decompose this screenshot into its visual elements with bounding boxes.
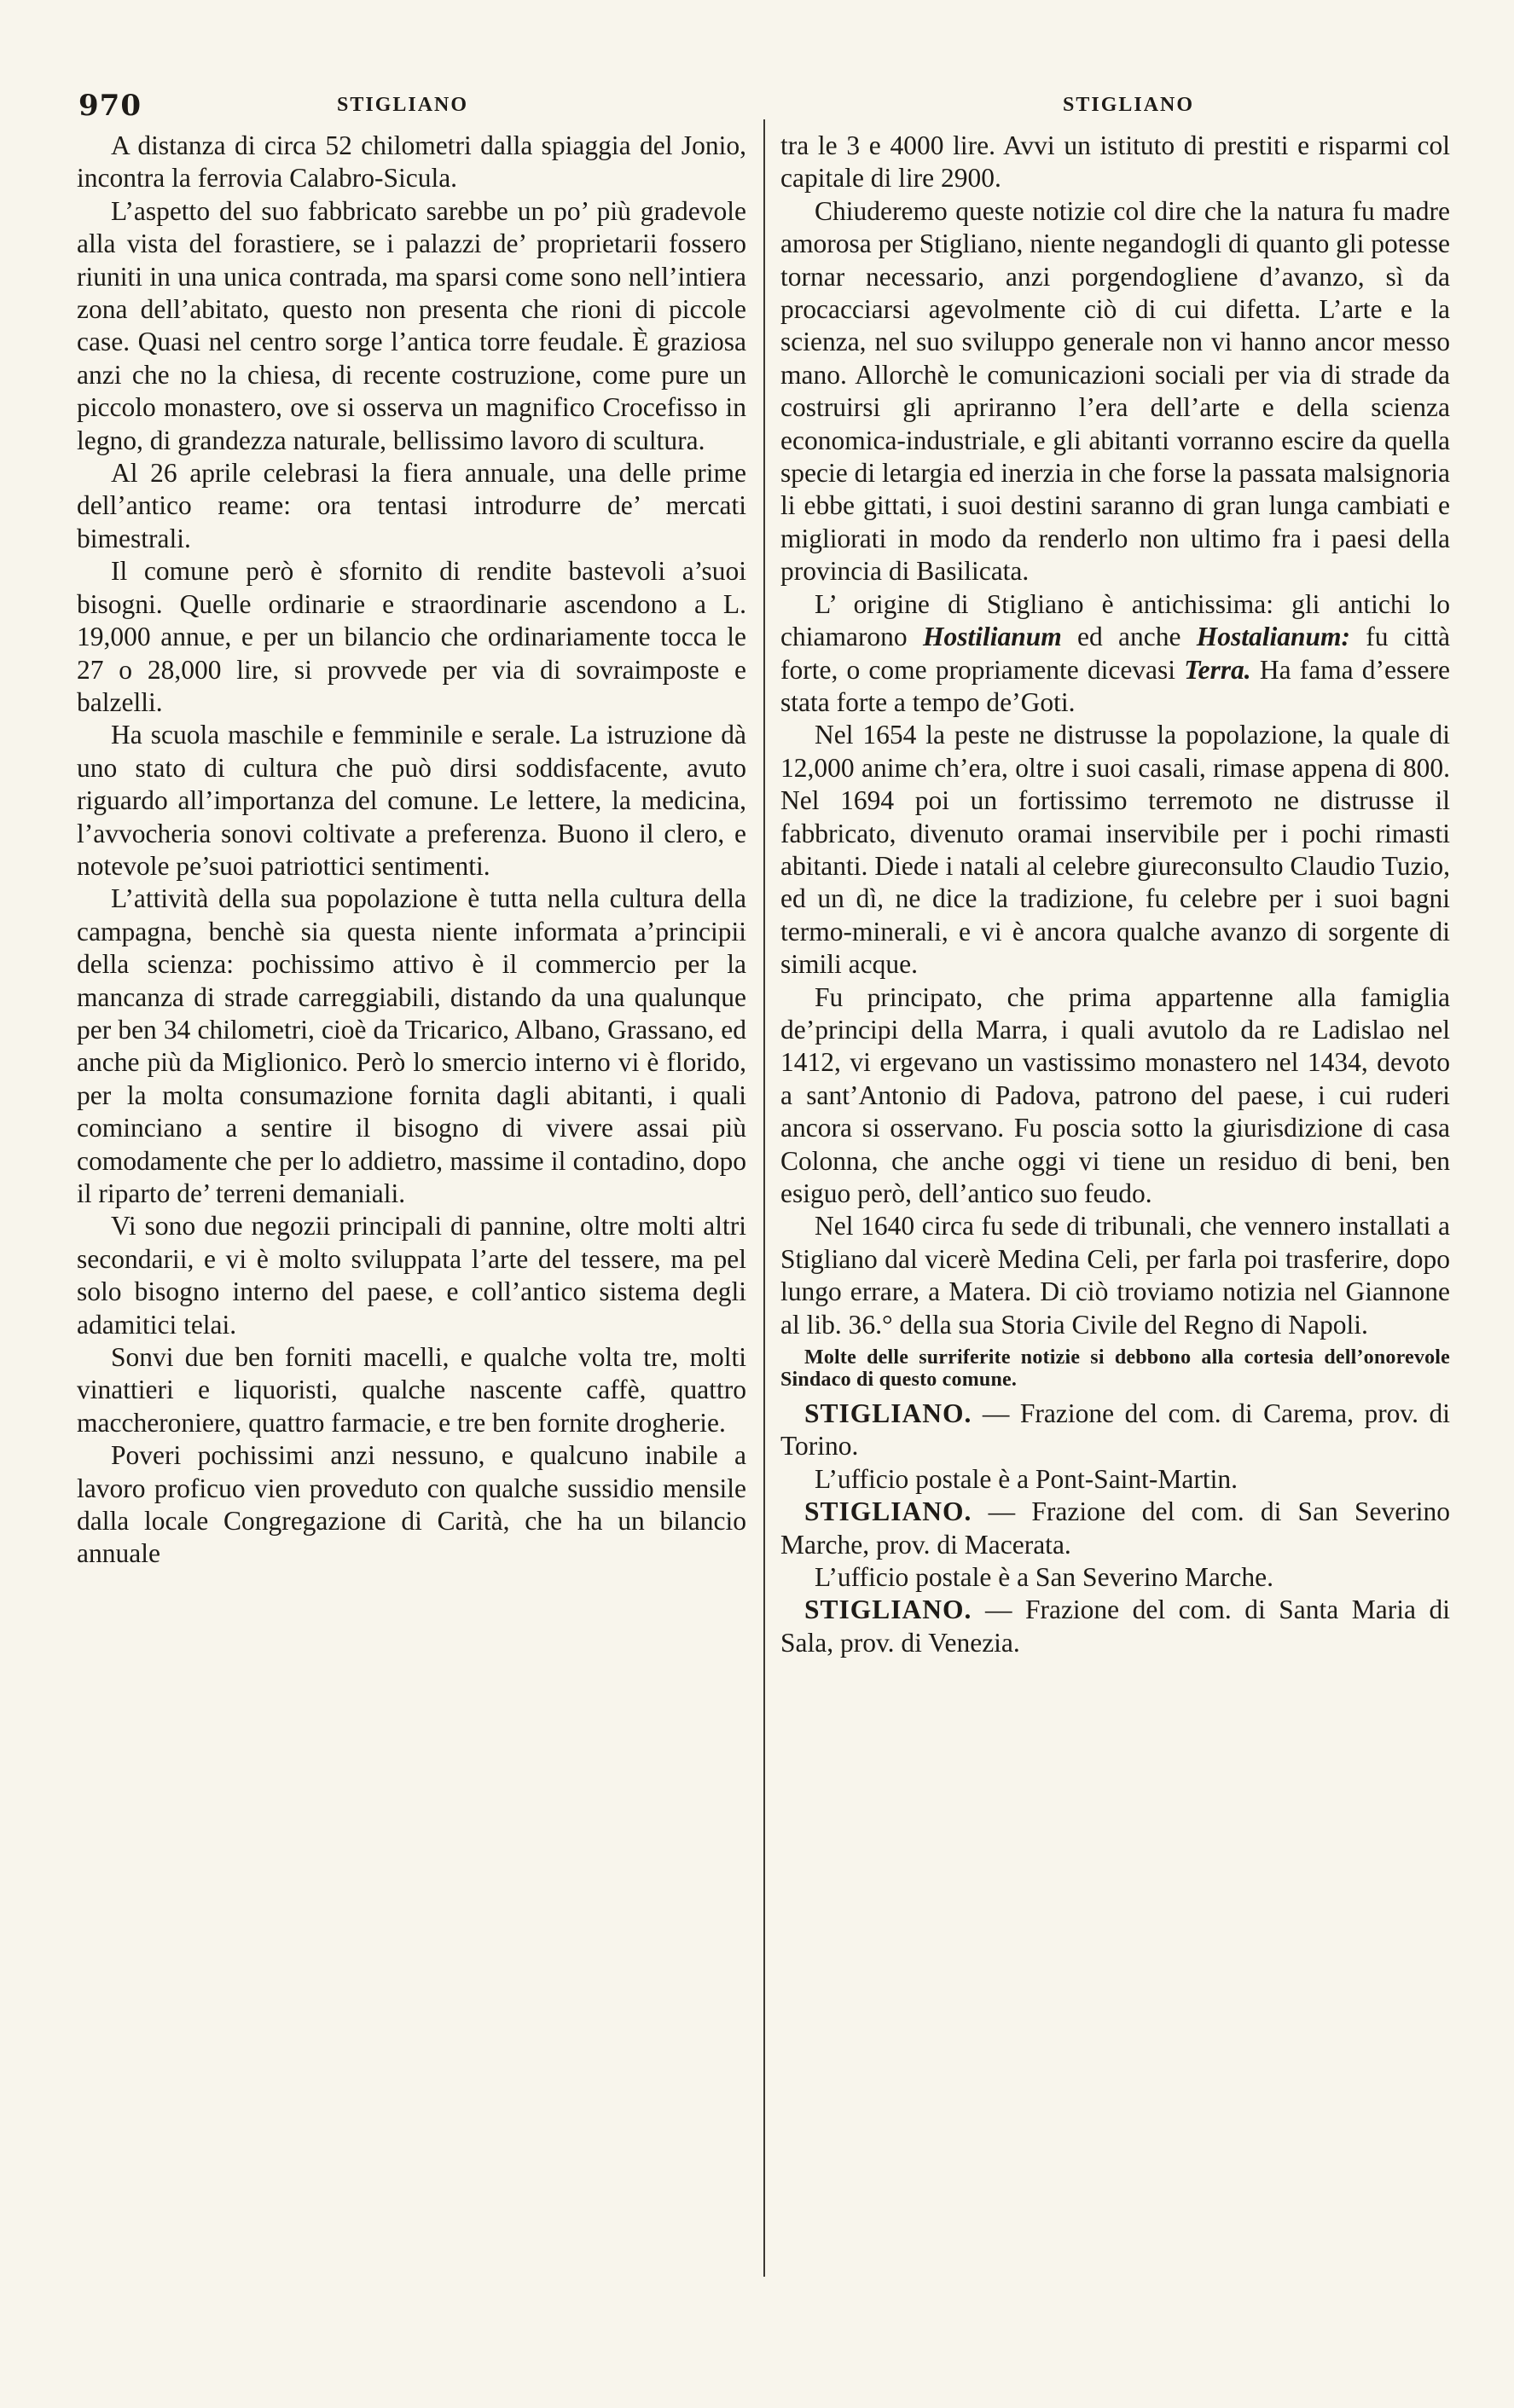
running-head-left: STIGLIANO (337, 94, 469, 116)
paragraph: Ha scuola maschile e femminile e serale. La istruzione dà uno stato di cultura che può dirsi soddisfacente, avuto riguardo all’importanza del comune. Le lettere, la medicina, l’avvocheria sonovi coltivate a preferenza. Buono il clero, e notevole pe’suoi patriottici sentimenti. (77, 720, 746, 881)
acknowledgement-note: Molte delle surriferite notizie si debbono alla cortesia dell’onorevole Sindaco di questo comune. (780, 1346, 1450, 1392)
latin-term: Terra. (1184, 654, 1251, 685)
paragraph: Fu principato, che prima appartenne alla famiglia de’principi della Marra, i quali avutolo da re Ladislao nel 1412, vi ergevano un vastissimo monastero nel 1434, devoto a sant’Antonio di Padova, patrono del paese, i cui ruderi ancora si osservano. Fu poscia sotto la giurisdizione di casa Colonna, che anche oggi vi tiene un residuo di beni, ben esiguo però, dell’antico suo feudo. (780, 981, 1450, 1208)
gazetteer-entry (780, 1594, 1450, 1659)
latin-name: Hostilianum (922, 622, 1062, 652)
paragraph: L’ufficio postale è a Pont-Saint-Martin. (815, 1463, 1238, 1494)
paragraph: A distanza di circa 52 chilometri dalla spiaggia del Jonio, incontra la ferrovia Calabro-Sicula. (77, 130, 746, 194)
gazetteer-entry (780, 1496, 1450, 1561)
gazetteer-entry (780, 1398, 1450, 1463)
text-span: L’ origine di Stigliano è antichissima: gli antichi lo chiamarono (780, 588, 1450, 652)
entry-text: — Frazione del com. di Carema, prov. di Torino. (780, 1398, 1450, 1462)
entry-headword: STIGLIANO. (804, 1398, 972, 1429)
column-divider (763, 119, 765, 2277)
paragraph: Nel 1654 la peste ne distrusse la popolazione, la quale di 12,000 anime ch’era, oltre i suoi casali, rimase appena di 800. Nel 1694 poi un fortissimo terremoto ne distrusse il fabbricato, divenuto oramai inservibile per i pochi rimasti abitanti. Diede i natali al celebre giureconsulto Claudio Tuzio, ed un dì, ne dice la tradizione, fu celebre per i suoi bagni termo-minerali, e vi è ancora qualche avanzo di sorgente di simili acque. (780, 720, 1450, 980)
paragraph: Sonvi due ben forniti macelli, e qualche volta tre, molti vinattieri e liquoristi, qualche nascente caffè, quattro maccheroniere, quattro farmacie, e tre ben fornite drogherie. (77, 1342, 746, 1438)
paragraph: Al 26 aprile celebrasi la fiera annuale, una delle prime dell’antico reame: ora tentasi introdurre de’ mercati bimestrali. (77, 458, 746, 553)
entry-text: — Frazione del com. di Santa Maria di Sala, prov. di Venezia. (780, 1595, 1450, 1658)
right-column (780, 130, 1450, 1659)
paragraph: tra le 3 e 4000 lire. Avvi un istituto di prestiti e risparmi col capitale di lire 2900. (780, 130, 1450, 194)
latin-name: Hostalianum: (1196, 622, 1351, 652)
paragraph-origin (780, 588, 1450, 720)
entry-text: — Frazione del com. di San Severino Marche, prov. di Macerata. (780, 1496, 1450, 1560)
text-span: Ha fama d’essere stata forte a tempo de’Goti. (780, 654, 1450, 717)
paragraph: Chiuderemo queste notizie col dire che la natura fu madre amorosa per Stigliano, niente negandogli di quanto gli potesse tornar necessario, anzi porgendogliene d’avanzo, sì da procacciarsi agevolmente ciò di cui difetta. L’arte e la scienza, nel suo sviluppo generale non vi hanno ancor messo mano. Allorchè le comunicazioni sociali per via di strade da costruirsi gli apriranno l’era dell’arte e della scienza economica-industriale, e gli abitanti vorranno escire da quella specie di letargia ed inerzia in che forse la passata malsignoria li ebbe gittati, i suoi destini saranno di gran lunga cambiati e migliorati in modo da renderlo non ultimo fra i paesi della provincia di Basilicata. (780, 195, 1450, 587)
paragraph: Nel 1640 circa fu sede di tribunali, che vennero installati a Stigliano dal vicerè Medina Celi, per farla poi trasferire, dopo lungo errare, a Matera. Di ciò troviamo notizia nel Giannone al lib. 36.° della sua Storia Civile del Regno di Napoli. (780, 1211, 1450, 1340)
text-span: ed anche (1061, 622, 1197, 652)
running-head-right: STIGLIANO (1063, 94, 1195, 116)
left-column (77, 130, 746, 1571)
paragraph: Poveri pochissimi anzi nessuno, e qualcuno inabile a lavoro proficuo vien proveduto con qualche sussidio mensile dalla locale Congregazione di Carità, che ha un bilancio annuale (77, 1440, 746, 1569)
paragraph: L’aspetto del suo fabbricato sarebbe un po’ più gradevole alla vista del forastiere, se i palazzi de’ proprietarii fossero riuniti in una unica contrada, ma sparsi come sono nell’intiera zona dell’abitato, questo non presenta che rioni di piccole case. Quasi nel centro sorge l’antica torre feudale. È graziosa anzi che no la chiesa, di recente costruzione, come pure un piccolo monastero, ove si osserva un magnifico Crocefisso in legno, di grandezza naturale, bellissimo lavoro di scultura. (77, 195, 746, 455)
entry-headword: STIGLIANO. (804, 1595, 972, 1625)
text-span: fu città forte, o come propriamente dicevasi (780, 622, 1450, 685)
page-number: 970 (78, 89, 142, 123)
paragraph: L’ufficio postale è a San Severino Marche. (815, 1562, 1273, 1593)
paragraph: Il comune però è sfornito di rendite bastevoli a’suoi bisogni. Quelle ordinarie e straordinarie ascendono a L. 19,000 annue, e per un bilancio che ordinariamente tocca le 27 o 28,000 lire, si provvede per via di sovraimposte e balzelli. (77, 556, 746, 717)
paragraph: L’attività della sua popolazione è tutta nella cultura della campagna, benchè sia questa niente informata a’principii della scienza: pochissimo attivo è il commercio per la mancanza di strade carreggiabili, distando da una qualunque per ben 34 chilometri, cioè da Tricarico, Albano, Grassano, ed anche più da Miglionico. Però lo smercio interno vi è florido, per la molta consumazione fornita dagli abitanti, i quali cominciano a sentire il bisogno di vivere assai più comodamente che per lo addietro, massime il contadino, dopo il riparto de’ terreni demaniali. (77, 883, 746, 1208)
paragraph: Vi sono due negozii principali di pannine, oltre molti altri secondarii, e vi è molto sviluppata l’arte del tessere, ma pel solo bisogno interno del paese, e coll’antico sistema degli adamitici telai. (77, 1211, 746, 1340)
entry-headword: STIGLIANO. (804, 1496, 972, 1527)
